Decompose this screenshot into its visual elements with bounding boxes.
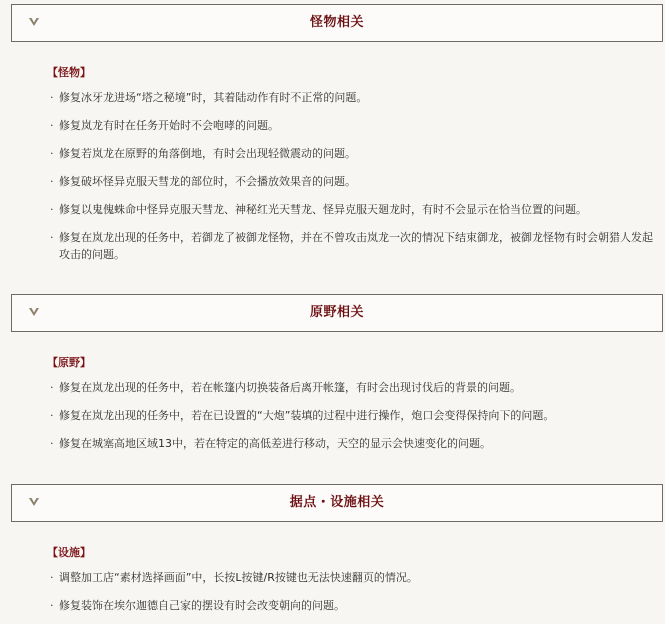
section-header-facilities[interactable] [11,484,663,522]
bullet-icon: · [50,119,54,132]
bullet-icon: · [50,203,54,216]
bullet-icon: · [50,175,54,188]
section-title: 原野相关 [309,305,364,320]
list-item: · 修复在岚龙出现的任务中，若御龙了被御龙怪物，并在不曾攻击岚龙一次的情况下结束御龙，被御龙怪物有时会朝猎人发起攻击的问题。 [50,231,653,261]
category-label: 【怪物】 [47,66,91,79]
section-header-field[interactable] [11,294,663,332]
category-label: 【设施】 [47,546,91,559]
section-body-field [47,353,657,463]
list-item: · 修复在城塞高地区域13中，若在特定的高低差进行移动，天空的显示会快速变化的问题。 [50,437,491,450]
section-body-facilities [47,543,657,624]
section-title: 据点・设施相关 [289,495,385,510]
list-item: · 修复破坏怪异克服天彗龙的部位时，不会播放效果音的问题。 [50,175,356,188]
list-item: · 修复在岚龙出现的任务中，若在帐篷内切换装备后离开帐篷，有时会出现讨伐后的背景的问题。 [50,381,521,394]
list-item: · 调整加工店“素材选择画面”中，长按L按键/R按键也无法快速翻页的情况。 [50,571,418,584]
list-item: · 修复以鬼傀蛛命中怪异克服天彗龙、神秘红光天彗龙、怪异克服天廻龙时，有时不会显示在恰当位置的问题。 [50,203,587,216]
section-header-monsters[interactable] [11,4,663,42]
bullet-icon: · [50,91,54,104]
bullet-icon: · [50,381,54,394]
list-item: · 修复装饰在埃尔迦德自己家的摆设有时会改变朝向的问题。 [50,599,345,612]
list-item: · 修复冰牙龙进场“塔之秘境”时，其着陆动作有时不正常的问题。 [50,91,368,104]
section-title: 怪物相关 [309,15,364,30]
bullet-icon: · [50,437,54,450]
list-item: · 修复在岚龙出现的任务中，若在已设置的“大炮”装填的过程中进行操作，炮口会变得保持向下的问题。 [50,409,555,422]
bullet-icon: · [50,599,54,612]
category-label: 【原野】 [47,356,91,369]
list-item: · 修复岚龙有时在任务开始时不会咆哮的问题。 [50,119,279,132]
bullet-icon: · [50,571,54,584]
bullet-icon: · [50,409,54,422]
list-item: · 修复若岚龙在原野的角落倒地，有时会出现轻微震动的问题。 [50,147,356,160]
bullet-icon: · [50,231,54,244]
section-body-monsters [47,63,657,274]
bullet-icon: · [50,147,54,160]
